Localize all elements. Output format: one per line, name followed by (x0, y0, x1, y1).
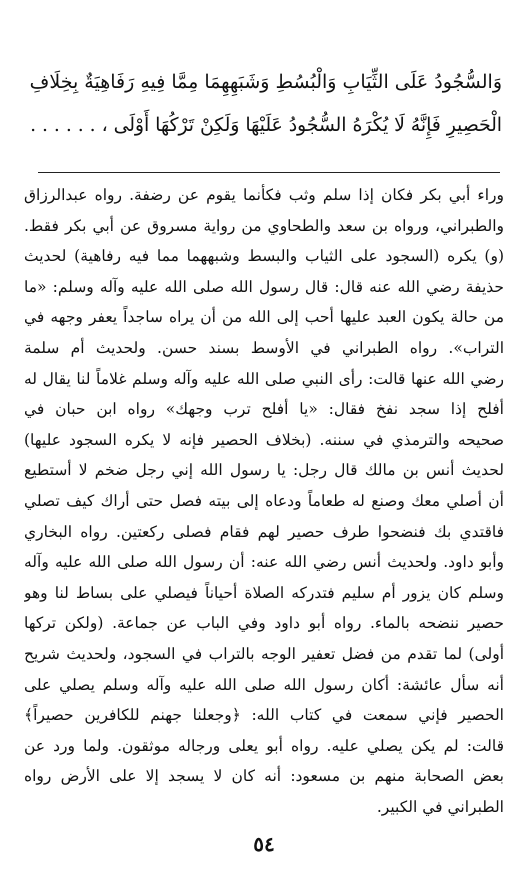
commentary-line: وأبو داود. ولحديث أنس رضي الله عنه: أن رسول الله صلى الله عليه وآله (24, 553, 504, 572)
main-text-line: الْحَصِيرِ فَإِنَّهُ لَا يُكْرَهُ السُّجُودُ عَلَيْهَا وَلَكِنْ تَرْكُهَا أَوْلَى ، . . . . . . (30, 115, 502, 136)
commentary-line: وسلم كان يزور أم سليم فتدركه الصلاة أحياناً فيصلي على بساط لنا وهو (24, 583, 504, 602)
commentary-line: صحيحه والترمذي في سننه. (بخلاف الحصير فإنه لا يكره السجود عليها) (24, 430, 504, 449)
commentary-block (24, 180, 504, 822)
commentary-line: فاقتدي بك فنضحوا طرف حصير لهم فقام فصلى ركعتين. رواه البخاري (24, 522, 504, 541)
commentary-line: حذيفة رضي الله عنه قال: قال رسول الله صلى الله عليه وآله وسلم: «ما (24, 277, 504, 296)
commentary-line: والطبراني، ورواه بن سعد والطحاوي من رواية مسروق عن أبي بكر فقط. (24, 216, 504, 235)
main-text-block (26, 60, 502, 148)
commentary-line: أفلح إذا سجد نفخ فقال: «يا أفلح ترب وجهك» رواه ابن حبان في (24, 400, 504, 419)
commentary-line: التراب». رواه الطبراني في الأوسط بسند حسن. ولحديث أم سلمة (24, 338, 504, 357)
main-text-line: وَالسُّجُودُ عَلَى الثِّيَابِ وَالْبُسُطِ وَشَبَهِهِمَا مِمَّا فِيهِ رَفَاهِيَةٌ بِخِلَافِ (29, 71, 502, 93)
commentary-line: قالت: لم يكن يصلي عليه. رواه أبو يعلى ورجاله موثقون. ولما ورد عن (24, 736, 504, 755)
footnote-divider (38, 172, 500, 173)
commentary-line: لحديث أنس بن مالك قال رجل: يا رسول الله إني رجل ضخم لا أستطيع (24, 461, 504, 480)
commentary-line: وراء أبي بكر فكان إذا سلم وثب فكأنما يقوم عن رضفة. رواه عبدالرزاق (24, 186, 504, 204)
commentary-line: الحصير فإني سمعت في كتاب الله: ﴿وجعلنا جهنم للكافرين حصيراً﴾ (24, 706, 504, 725)
commentary-line: حصير ننضحه بالماء. رواه أبو داود وفي الباب عن جماعة. (ولكن تركها (24, 614, 504, 633)
page-number: ٥٤ (253, 832, 275, 856)
commentary-line: أن أصلي معك وصنع له طعاماً ودعاه إلى بيته فصل حتى أراك كيف تصلي (24, 491, 504, 510)
commentary-line: رضي الله عنها قالت: رأى النبي صلى الله عليه وآله وسلم غلاماً لنا يقال له (24, 369, 504, 388)
commentary-line: الطبراني في الكبير. (376, 797, 504, 816)
commentary-line: أنه سأل عائشة: أكان رسول الله صلى الله عليه وآله وسلم يصلي على (24, 675, 504, 694)
commentary-line: بعض الصحابة منهم بن مسعود: أنه كان لا يسجد إلا على الأرض رواه (24, 767, 504, 786)
commentary-line: من حالة يكون العبد عليها أحب إلى الله من أن يراه ساجداً يعفر وجهه في (24, 308, 504, 327)
commentary-line: أولى) لما تقدم من فضل تعفير الوجه بالتراب في السجود، ولحديث شريح (24, 644, 504, 663)
commentary-line: (و) يكره (السجود على الثياب والبسط وشبههما مما فيه رفاهية) لحديث (24, 247, 504, 266)
